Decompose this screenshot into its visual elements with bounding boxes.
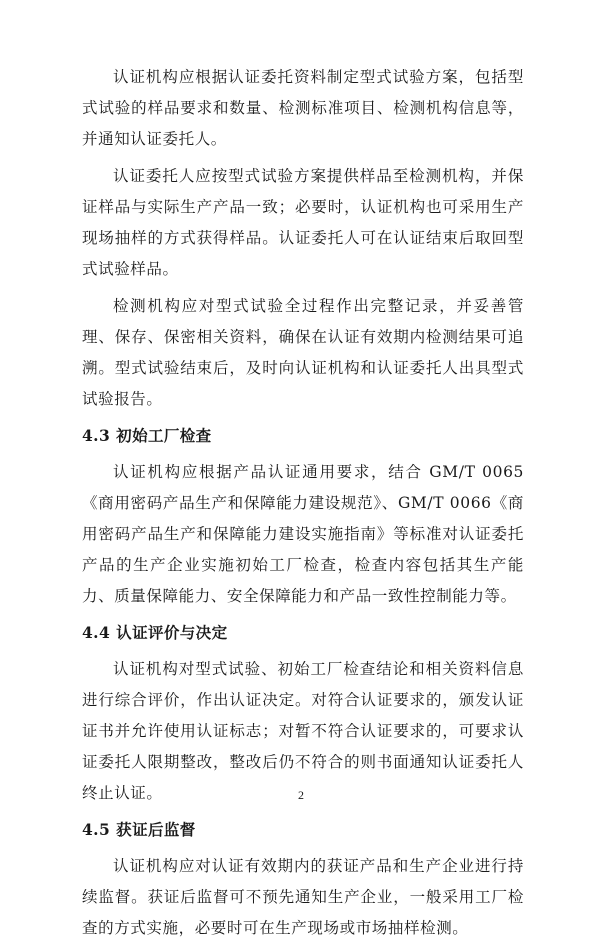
section-number: 4.3 [82,426,111,445]
paragraph-evaluation-decision: 认证机构对型式试验、初始工厂检查结论和相关资料信息进行综合评价，作出认证决定。对符合认证要求的，颁发认证证书并允许使用认证标志；对暂不符合认证要求的，可要求认证委托人限期整改，整改后仍不符合的则书面通知认证委托人终止认证。 [82,660,524,802]
section-title: 初始工厂检查 [116,427,212,445]
section-title: 获证后监督 [116,821,196,839]
section-number: 4.5 [82,820,111,839]
paragraph-type-test-plan: 认证机构应根据认证委托资料制定型式试验方案，包括型式试验的样品要求和数量、检测标准项目、检测机构信息等，并通知认证委托人。 [82,68,524,148]
section-heading-4-5 [82,815,524,845]
paragraph-post-certification-supervision: 认证机构应对认证有效期内的获证产品和生产企业进行持续监督。获证后监督可不预先通知生产企业，一般采用工厂检查的方式实施，必要时可在生产现场或市场抽样检测。 [82,857,524,937]
section-heading-4-4 [82,618,524,648]
paragraph-test-records: 检测机构应对型式试验全过程作出完整记录，并妥善管理、保存、保密相关资料，确保在认证有效期内检测结果可追溯。型式试验结束后，及时向认证机构和认证委托人出具型式试验报告。 [82,297,524,408]
section-title: 认证评价与决定 [116,624,228,642]
paragraph-initial-factory-inspection: 认证机构应根据产品认证通用要求，结合 GM/T 0065《商用密码产品生产和保障能力建设规范》、GM/T 0066《商用密码产品生产和保障能力建设实施指南》等标准对认证委托产品的生产企业实施初始工厂检查，检查内容包括其生产能力、质量保障能力、安全保障能力和产品一致性控制能力等。 [82,463,524,605]
paragraph-sample-provision: 认证委托人应按型式试验方案提供样品至检测机构，并保证样品与实际生产产品一致；必要时，认证机构也可采用生产现场抽样的方式获得样品。认证委托人可在认证结束后取回型式试验样品。 [82,167,524,278]
page-number: 2 [298,788,304,802]
section-heading-4-3 [82,421,524,451]
section-number: 4.4 [82,623,111,642]
